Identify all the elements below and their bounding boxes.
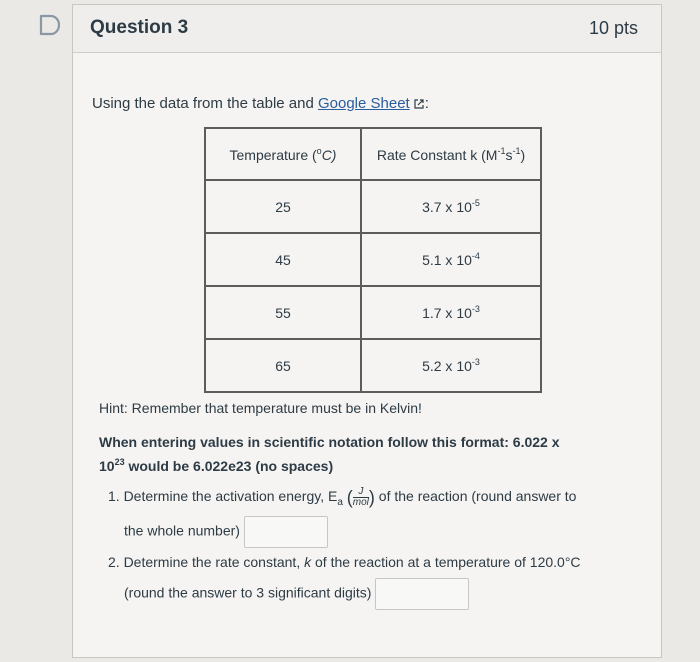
joule-per-mol-fraction: $\frac{J}{\text{mol}}$ xyxy=(352,485,369,508)
rate-cell: 1.7 x $10^{-3}$ xyxy=(361,286,541,339)
hint-text: Hint: Remember that temperature must be in Kelvin! xyxy=(99,400,422,416)
data-table xyxy=(204,127,542,393)
activation-energy-input[interactable] xyxy=(244,516,328,548)
temp-cell: 65 xyxy=(205,339,361,392)
rate-cell: 3.7 x $10^{-5}$ xyxy=(361,180,541,233)
question-title: Question 3 xyxy=(90,17,189,38)
question-part-1: 1. Determine the activation energy, $E_a$ ( $\frac{J}{\text{mol}}$ ) of the reaction (round answer to the whole number) xyxy=(108,486,608,513)
table-row xyxy=(205,339,541,392)
rate-cell: 5.2 x $10^{-3}$ xyxy=(361,339,541,392)
rate-constant-input[interactable] xyxy=(375,578,469,610)
google-sheet-link[interactable]: Google Sheet xyxy=(317,95,410,112)
table-row xyxy=(205,180,541,233)
header-temperature: Temperature ($^o$C) xyxy=(205,128,361,180)
temp-cell: 55 xyxy=(205,286,361,339)
table-header-row xyxy=(205,128,541,180)
temp-cell: 25 xyxy=(205,180,361,233)
question-points: 10 pts xyxy=(588,18,638,38)
external-link-icon xyxy=(413,98,425,110)
header-rate-constant: Rate Constant k $(M^{-1}s^{-1})$ xyxy=(361,128,541,180)
table-row xyxy=(205,286,541,339)
temp-cell: 45 xyxy=(205,233,361,286)
format-note: When entering values in scientific notation follow this format: 6.022 x $10^{23}$ would be 6.022e23 (no spaces) xyxy=(99,434,560,474)
rate-cell: 5.1 x $10^{-4}$ xyxy=(361,233,541,286)
question-part-2: 2. Determine the rate constant, k of the reaction at a temperature of 120.0°C (round the answer to 3 significant digits) xyxy=(108,552,608,572)
intro-text: Using the data from the table and Google Sheet : xyxy=(92,95,429,112)
flag-question-icon[interactable] xyxy=(38,14,60,36)
table-row xyxy=(205,233,541,286)
